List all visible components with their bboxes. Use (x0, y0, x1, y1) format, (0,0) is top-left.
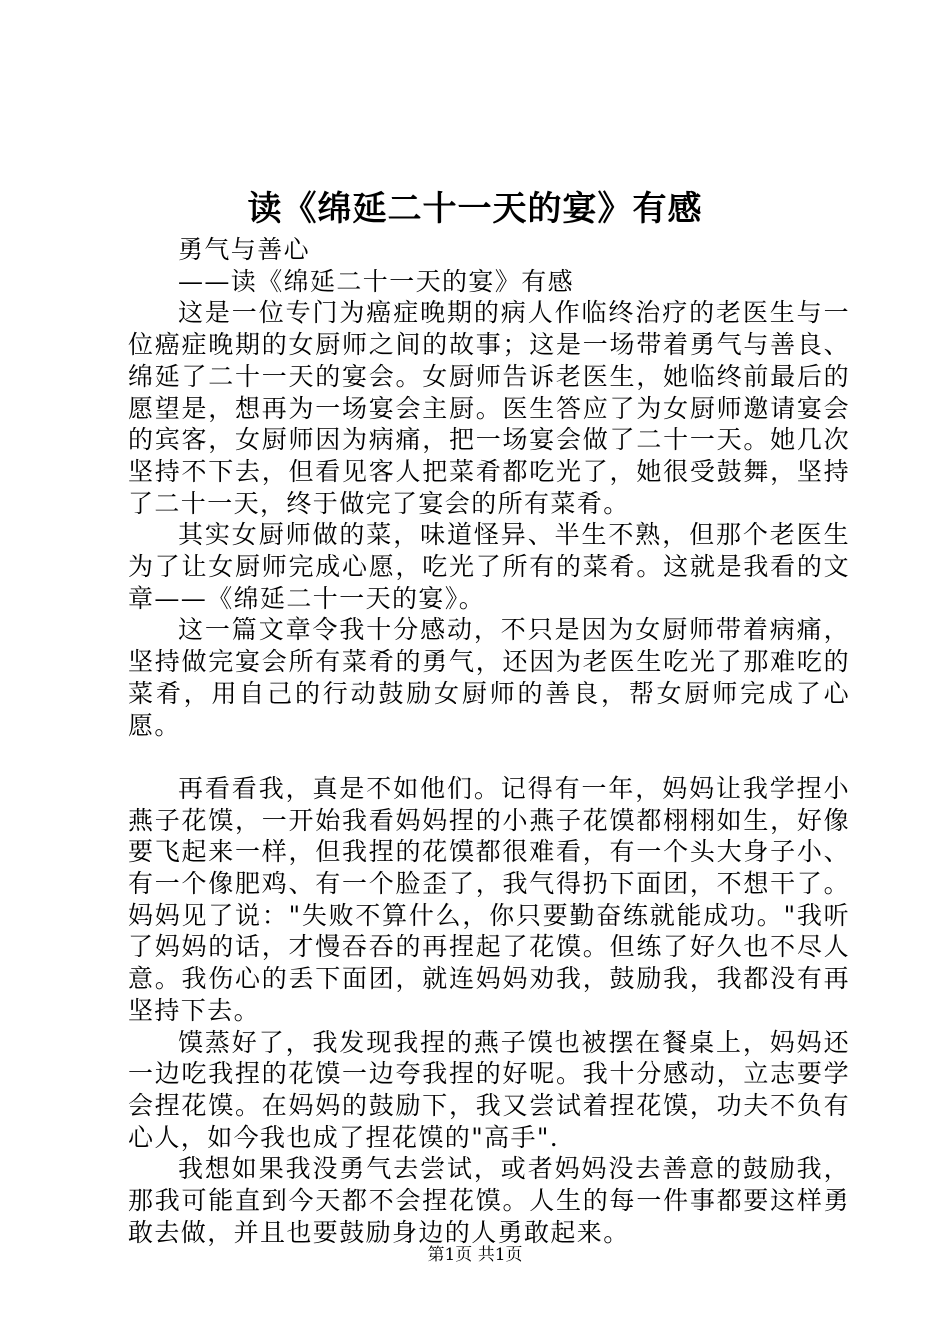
subtitle: 勇气与善心 (178, 235, 311, 264)
blank-line (128, 741, 850, 773)
paragraph: 馍蒸好了，我发现我捏的燕子馍也被摆在餐桌上，妈妈还一边吃我捏的花馍一边夸我捏的好呢。我十分感动，立志要学会捏花馍。在妈妈的鼓励下，我又尝试着捏花馍，功夫不负有心人，如今我也成了捏花馍的"高手". (128, 1027, 850, 1152)
paragraph: 我想如果我没勇气去尝试，或者妈妈没去善意的鼓励我，那我可能直到今天都不会捏花馍。人生的每一件事都要这样勇敢去做，并且也要鼓励身边的人勇敢起来。 (128, 1154, 850, 1247)
paragraph: 其实女厨师做的菜，味道怪异、半生不熟，但那个老医生为了让女厨师完成心愿，吃光了所有的菜肴。这就是我看的文章——《绵延二十一天的宴》。 (128, 520, 850, 613)
paragraph: 这是一位专门为癌症晚期的病人作临终治疗的老医生与一位癌症晚期的女厨师之间的故事；这是一场带着勇气与善良、绵延了二十一天的宴会。女厨师告诉老医生，她临终前最后的愿望是，想再为一场宴会主厨。医生答应了为女厨师邀请宴会的宾客，女厨师因为病痛，把一场宴会做了二十一天。她几次坚持不下去，但看见客人把菜肴都吃光了，她很受鼓舞，坚持了二十一天，终于做完了宴会的所有菜肴。 (128, 298, 850, 518)
page-footer: 第1页 共1页 (427, 1245, 523, 1265)
document-title: 读《绵延二十一天的宴》有感 (247, 189, 703, 229)
document-body (128, 234, 850, 1248)
paragraph: 这一篇文章令我十分感动，不只是因为女厨师带着病痛，坚持做完宴会所有菜肴的勇气，还因为老医生吃光了那难吃的菜肴，用自己的行动鼓励女厨师的善良，帮女厨师完成了心愿。 (128, 615, 850, 740)
paragraph: 再看看我，真是不如他们。记得有一年，妈妈让我学捏小燕子花馍，一开始我看妈妈捏的小燕子花馍都栩栩如生，好像要飞起来一样，但我捏的花馍都很难看，有一个头大身子小、有一个像肥鸡、有一个脸歪了，我气得扔下面团，不想干了。妈妈见了说："失败不算什么，你只要勤奋练就能成功。"我听了妈妈的话，才慢吞吞的再捏起了花馍。但练了好久也不尽人意。我伤心的丢下面团，就连妈妈劝我，鼓励我，我都没有再坚持下去。 (128, 773, 850, 1025)
subtitle-line: ——读《绵延二十一天的宴》有感 (178, 266, 575, 296)
